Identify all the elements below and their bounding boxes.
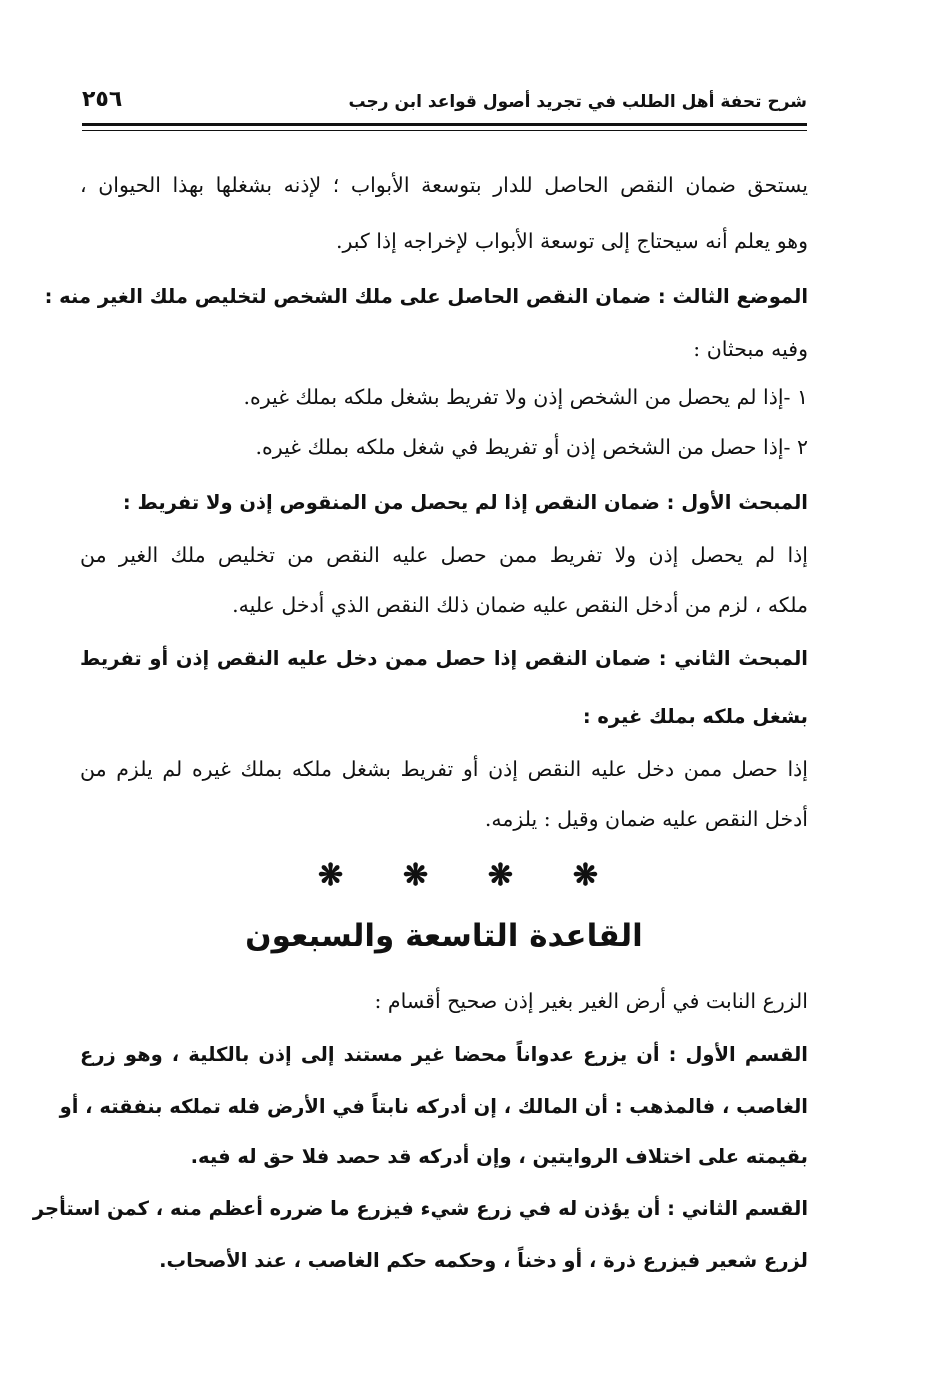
text-line: الغاصب ، فالمذهب : أن المالك ، إن أدركه نابتاً في الأرض فله تملكه بنفقته ، أو bbox=[59, 1095, 808, 1118]
text-line: لزرع شعير فيزرع ذرة ، أو دخناً ، وحكمه حكم الغاصب ، عند الأصحاب. bbox=[159, 1249, 808, 1272]
text-line: وفيه مبحثان : bbox=[693, 337, 808, 361]
text-body bbox=[32, 0, 808, 1373]
text-line: ملكه ، لزم من أدخل النقص عليه ضمان ذلك النقص الذي أدخل عليه. bbox=[232, 593, 808, 617]
text-line: أدخل النقص عليه ضمان وقيل : يلزمه. bbox=[484, 807, 808, 831]
subheading: بشغل ملكه بملك غيره : bbox=[582, 705, 808, 728]
text-line: وهو يعلم أنه سيحتاج إلى توسعة الأبواب لإخراجه إذا كبر. bbox=[335, 229, 808, 253]
list-item: ٢ -إذا حصل من الشخص إذن أو تفريط في شغل ملكه بملك غيره. bbox=[255, 435, 808, 459]
list-item: ١ -إذا لم يحصل من الشخص إذن ولا تفريط بشغل ملكه بملك غيره. bbox=[243, 385, 808, 409]
section-heading: القاعدة التاسعة والسبعون bbox=[245, 918, 643, 954]
star-icon: ❋ bbox=[572, 858, 598, 893]
section-separator bbox=[318, 858, 598, 893]
book-title: شرح تحفة أهل الطلب في تجريد أصول قواعد ابن رجب bbox=[348, 92, 807, 112]
subheading: المبحث الأول : ضمان النقص إذا لم يحصل من المنقوص إذن ولا تفريط : bbox=[122, 491, 808, 514]
star-icon: ❋ bbox=[487, 858, 514, 893]
text-line: يستحق ضمان النقص الحاصل للدار بتوسعة الأبواب ؛ لإذنه بشغلها بهذا الحيوان ، bbox=[80, 173, 808, 197]
text-line: الزرع النابت في أرض الغير بغير إذن صحيح أقسام : bbox=[374, 989, 808, 1013]
text-line: القسم الثاني : أن يؤذن له في زرع شيء فيزرع ما ضرره أعظم منه ، كمن استأجر bbox=[32, 1197, 808, 1220]
subheading: الموضع الثالث : ضمان النقص الحاصل على ملك الشخص لتخليص ملك الغير منه : bbox=[44, 285, 808, 308]
text-line: إذا حصل ممن دخل عليه النقص إذن أو تفريط بشغل ملكه بملك غيره لم يلزم من bbox=[80, 757, 808, 781]
text-line: بقيمته على اختلاف الروايتين ، وإن أدركه قد حصد فلا حق له فيه. bbox=[190, 1145, 808, 1168]
text-line: إذا لم يحصل إذن ولا تفريط ممن حصل عليه النقص من تخليص ملك الغير من bbox=[80, 543, 808, 567]
page-number: ٢٥٦ bbox=[82, 87, 123, 112]
star-icon: ❋ bbox=[318, 858, 344, 893]
text-line: القسم الأول : أن يزرع عدواناً محضا غير مستند إلى إذن بالكلية ، وهو زرع bbox=[80, 1043, 808, 1066]
star-icon: ❋ bbox=[402, 858, 429, 893]
subheading: المبحث الثاني : ضمان النقص إذا حصل ممن دخل عليه النقص إذن أو تفريط bbox=[80, 647, 808, 670]
